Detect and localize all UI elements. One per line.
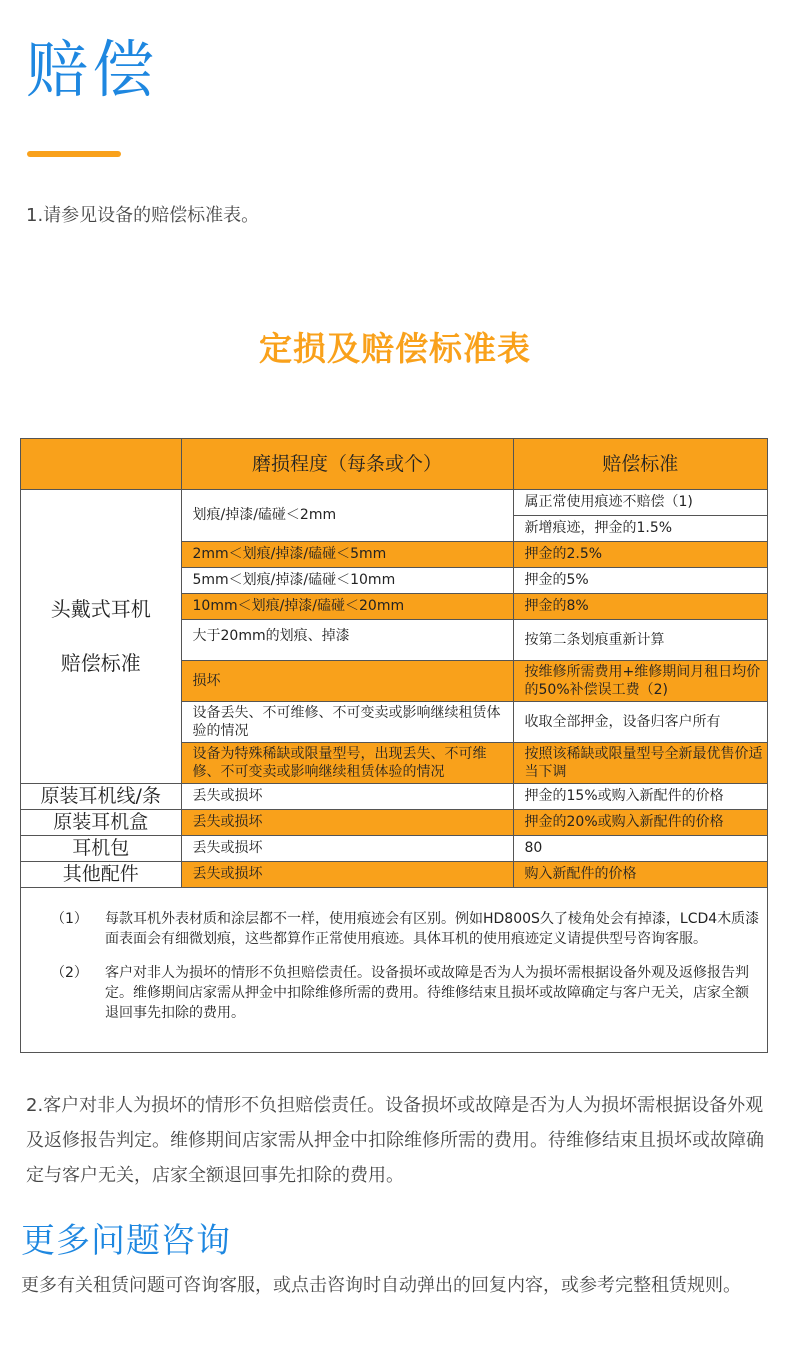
intro-text: 1.请参见设备的赔偿标准表。 (26, 205, 260, 226)
table-row (21, 861, 767, 887)
note-number: （1） (51, 911, 88, 927)
damage-cell: 损坏 (181, 660, 513, 701)
damage-cell: 设备为特殊稀缺或限量型号，出现丢失、不可维修、不可变卖或影响继续租赁体验的情况 (181, 742, 513, 783)
damage-cell: 5mm＜划痕/掉漆/磕碰＜10mm (181, 567, 513, 593)
table-title: 定损及赔偿标准表 (259, 329, 531, 368)
damage-cell: 大于20mm的划痕、掉漆 (181, 619, 513, 660)
compensation-cell: 购入新配件的价格 (513, 861, 767, 887)
note-item (51, 909, 761, 949)
compensation-cell: 按照该稀缺或限量型号全新最优售价适当下调 (513, 742, 767, 783)
table-notes (51, 909, 761, 1037)
compensation-cell: 新增痕迹，押金的1.5% (513, 515, 767, 541)
note-number: （2） (51, 965, 88, 981)
accessory-category-cell: 原装耳机线/条 (21, 783, 181, 809)
more-questions-title: 更多问题咨询 (21, 1221, 231, 1261)
accessory-category-cell: 原装耳机盒 (21, 809, 181, 835)
damage-cell: 10mm＜划痕/掉漆/磕碰＜20mm (181, 593, 513, 619)
damage-cell: 丢失或损坏 (181, 809, 513, 835)
table-row (21, 489, 767, 515)
table-row (21, 809, 767, 835)
note-item (51, 963, 761, 1023)
compensation-cell: 属正常使用痕迹不赔偿（1) (513, 489, 767, 515)
compensation-cell: 押金的15%或购入新配件的价格 (513, 783, 767, 809)
header-cell-compensation: 赔偿标准 (513, 439, 767, 489)
note-text: 客户对非人为损坏的情形不负担赔偿责任。设备损坏或故障是否为人为损坏需根据设备外观及返修报告判定。维修期间店家需从押金中扣除维修所需的费用。待维修结束且损坏或故障确定与客户无关，店家全额退回事先扣除的费用。 (105, 965, 749, 1021)
compensation-cell: 收取全部押金，设备归客户所有 (513, 701, 767, 742)
accessory-category-cell: 其他配件 (21, 861, 181, 887)
compensation-cell: 押金的5% (513, 567, 767, 593)
table-row (21, 783, 767, 809)
damage-cell: 设备丢失、不可维修、不可变卖或影响继续租赁体验的情况 (181, 701, 513, 742)
compensation-cell: 押金的2.5% (513, 541, 767, 567)
compensation-cell: 按维修所需费用+维修期间月租日均价的50%补偿误工费（2) (513, 660, 767, 701)
section-2-text: 2.客户对非人为损坏的情形不负担赔偿责任。设备损坏或故障是否为人为损坏需根据设备外观及返修报告判定。维修期间店家需从押金中扣除维修所需的费用。待维修结束且损坏或故障确定与客户无关，店家全额退回事先扣除的费用。 (26, 1095, 764, 1186)
headphone-category-cell (21, 489, 181, 783)
more-questions-text: 更多有关租赁问题可咨询客服，或点击咨询时自动弹出的回复内容，或参考完整租赁规则。 (21, 1275, 741, 1296)
compensation-cell: 80 (513, 835, 767, 861)
note-text: 每款耳机外表材质和涂层都不一样，使用痕迹会有区别。例如HD800S久了棱角处会有掉漆，LCD4木质漆面表面会有细微划痕，这些都算作正常使用痕迹。具体耳机的使用痕迹定义请提供型号咨询客服。 (105, 911, 760, 947)
compensation-cell: 押金的20%或购入新配件的价格 (513, 809, 767, 835)
headphone-category-label: 头戴式耳机 (50, 597, 151, 621)
compensation-table-box (20, 438, 768, 1053)
header-cell-damage: 磨损程度（每条或个） (181, 439, 513, 489)
page-title: 赔偿 (26, 33, 159, 106)
damage-cell: 丢失或损坏 (181, 783, 513, 809)
compensation-cell: 押金的8% (513, 593, 767, 619)
damage-cell: 丢失或损坏 (181, 861, 513, 887)
table-row (21, 835, 767, 861)
damage-cell: 划痕/掉漆/磕碰＜2mm (181, 489, 513, 541)
headphone-category-sublabel: 赔偿标准 (60, 651, 141, 675)
damage-cell: 丢失或损坏 (181, 835, 513, 861)
header-cell-category (21, 439, 181, 489)
compensation-table (21, 439, 767, 888)
damage-cell: 2mm＜划痕/掉漆/磕碰＜5mm (181, 541, 513, 567)
compensation-cell: 按第二条划痕重新计算 (513, 619, 767, 660)
accessory-category-cell: 耳机包 (21, 835, 181, 861)
table-header-row (21, 439, 767, 489)
title-underline (27, 151, 121, 157)
